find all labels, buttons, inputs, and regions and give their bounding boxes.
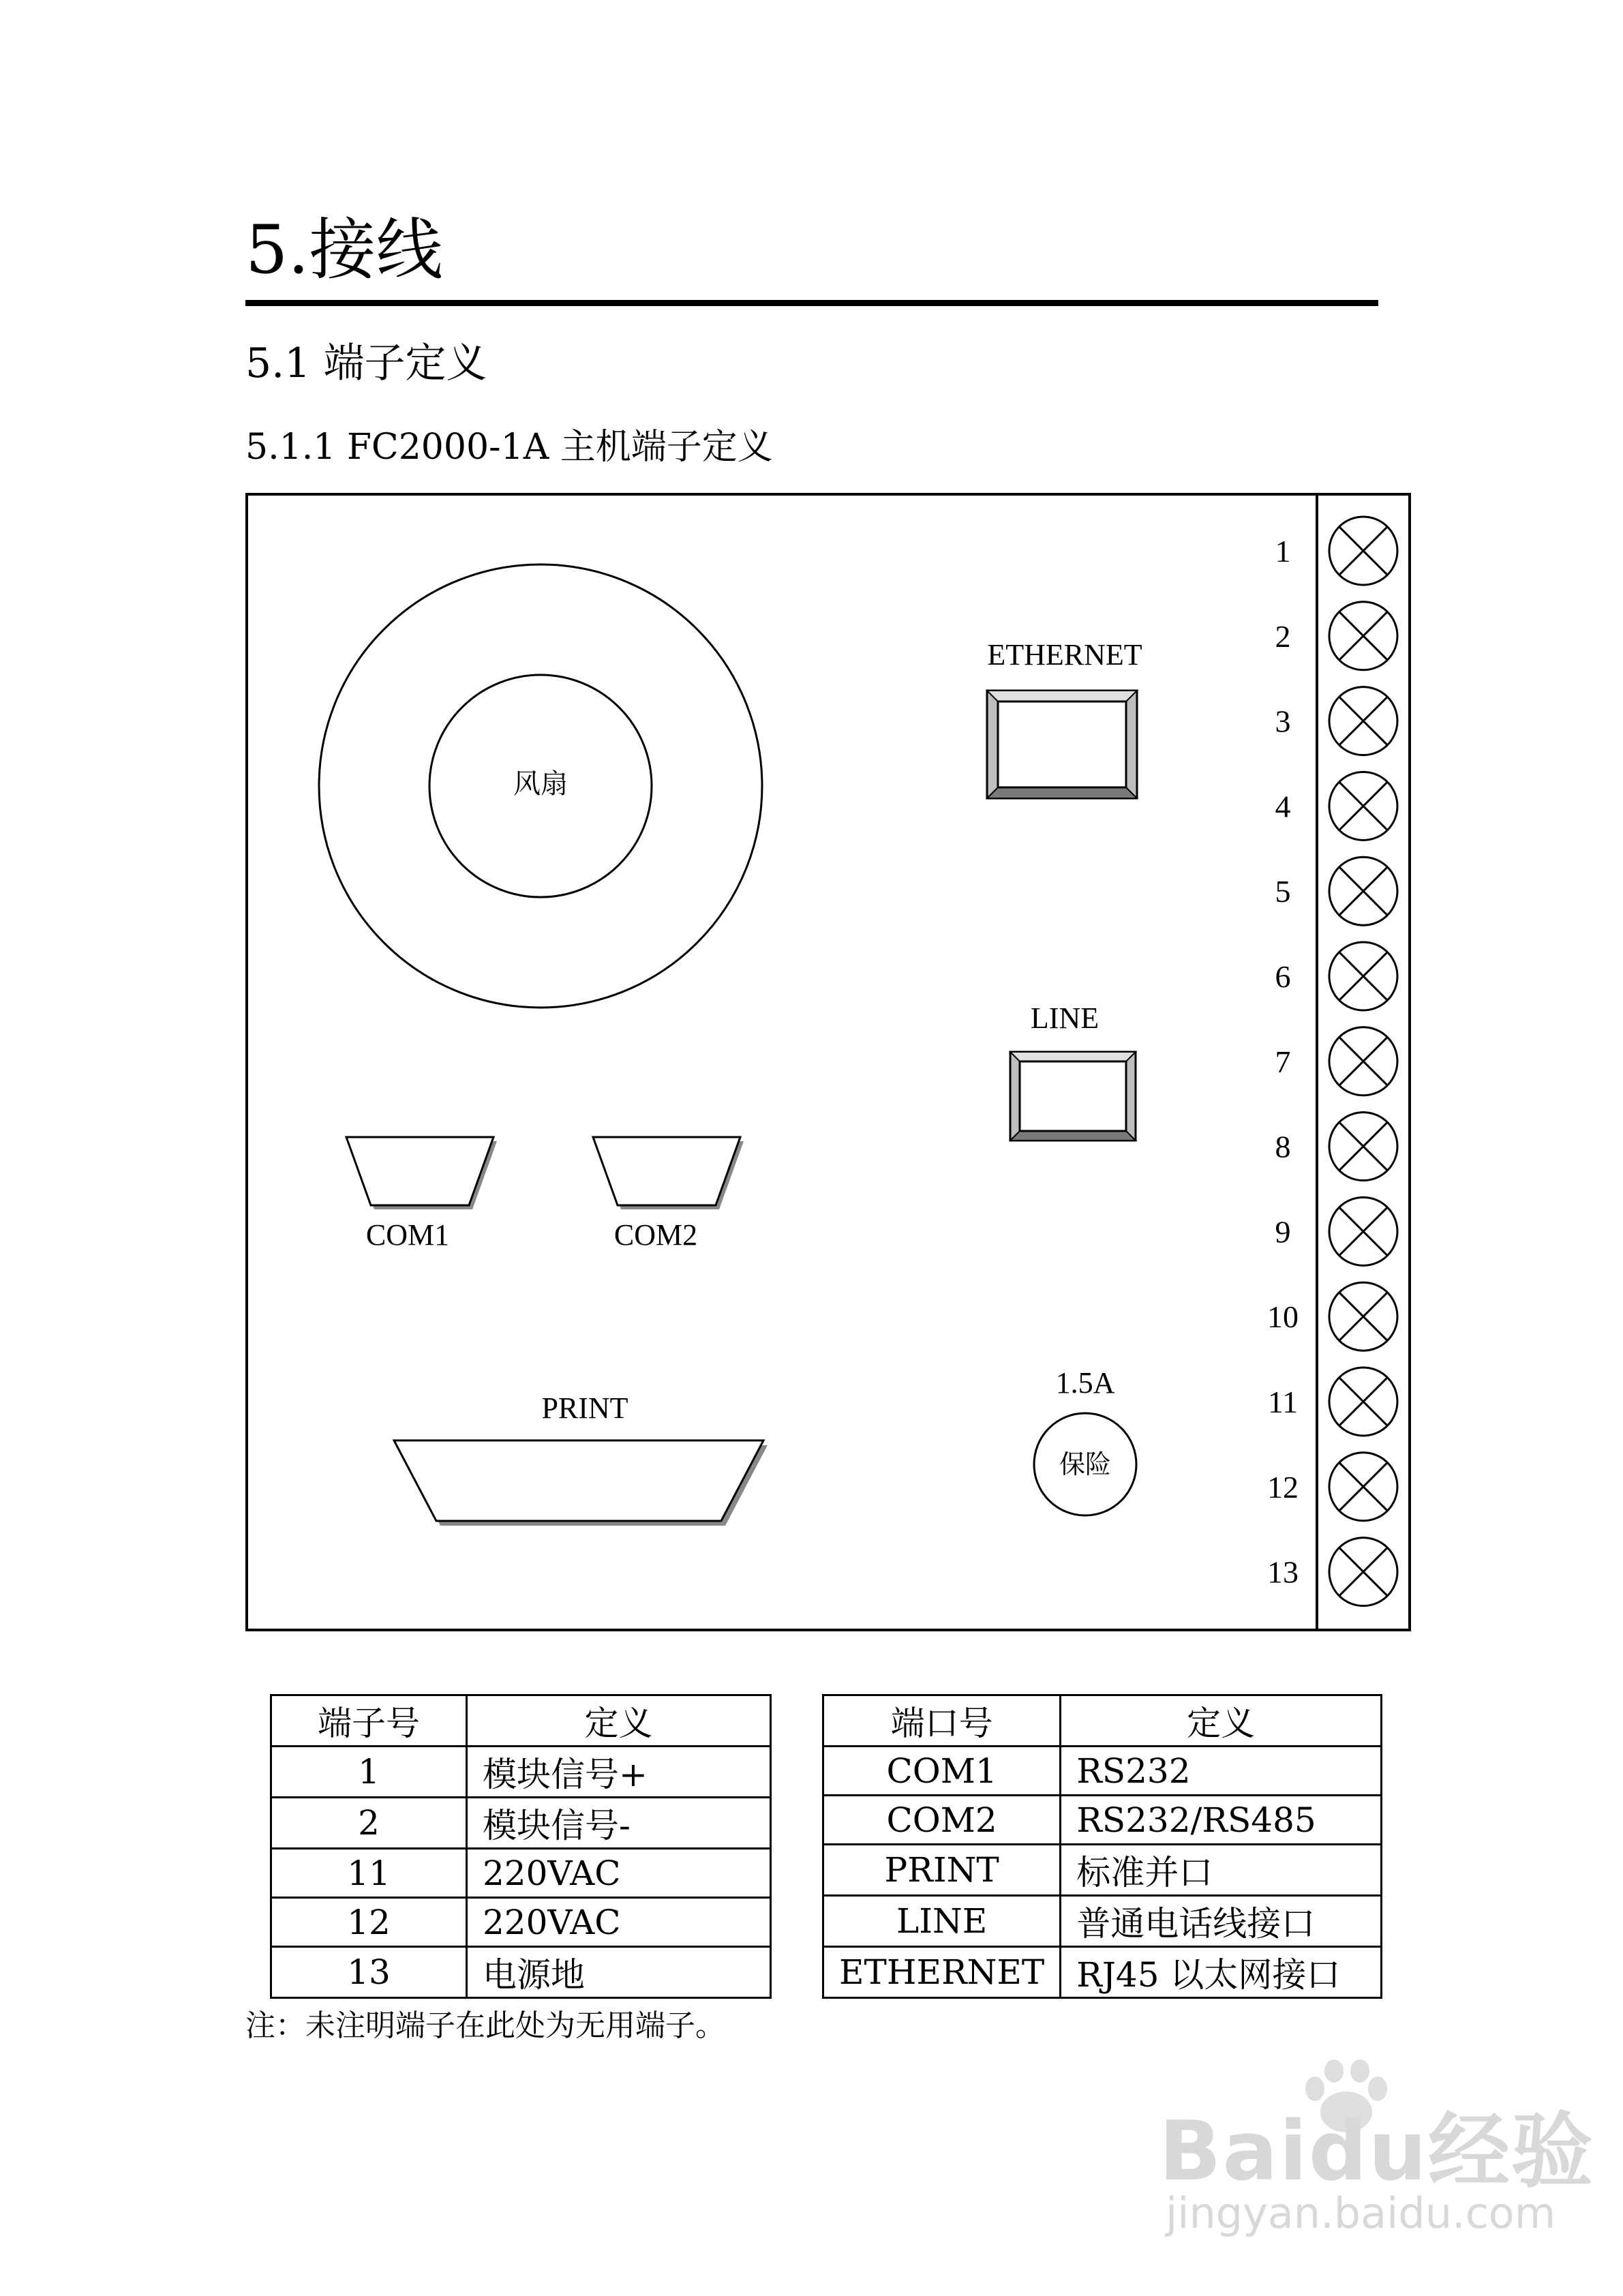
terminal-4: [1275, 772, 1398, 840]
terminal-table-header-number: 端子号: [271, 1695, 467, 1747]
terminal-table-row-definition: 模块信号-: [467, 1798, 771, 1849]
definition-tables: [270, 1694, 1382, 2004]
terminal-number: 1: [1275, 534, 1291, 569]
terminal-table-row-key: 11: [271, 1849, 467, 1898]
port-table: [822, 1694, 1382, 1999]
terminal-table-row-definition: 电源地: [467, 1947, 771, 1998]
terminal-number: 8: [1275, 1129, 1291, 1164]
com1-label: COM1: [365, 1218, 450, 1252]
print-port: [394, 1391, 768, 1526]
port-table-row: [823, 1896, 1382, 1947]
terminal-number: 3: [1275, 704, 1291, 739]
port-table-row-definition: RS232: [1061, 1747, 1382, 1796]
terminal-6: [1275, 942, 1398, 1010]
watermark-url: jingyan.baidu.com: [1166, 2188, 1556, 2238]
fan-label: 风扇: [513, 768, 568, 800]
terminal-9: [1275, 1197, 1398, 1265]
terminal-number: 13: [1267, 1554, 1299, 1590]
footnote: 注：未注明端子在此处为无用端子。: [245, 2008, 725, 2043]
terminal-table-row: [271, 1747, 771, 1798]
terminal-number: 9: [1275, 1214, 1291, 1250]
terminal-table-row-definition: 220VAC: [467, 1849, 771, 1898]
terminal-table-row-key: 13: [271, 1947, 467, 1998]
com2-port: [593, 1137, 744, 1252]
port-table-row-key: LINE: [823, 1896, 1061, 1947]
line-port: [1010, 1001, 1136, 1141]
fuse-rating: 1.5A: [1055, 1366, 1115, 1400]
terminal-number: 10: [1267, 1299, 1299, 1335]
ethernet-label: ETHERNET: [987, 638, 1142, 671]
terminal-table-header: [271, 1695, 771, 1747]
port-table-header-definition: 定义: [1061, 1695, 1382, 1747]
com2-label: COM2: [613, 1218, 698, 1252]
terminal-table-row-key: 1: [271, 1747, 467, 1798]
terminal-table-row-definition: 220VAC: [467, 1898, 771, 1947]
subsection-title: 5.1.1 FC2000-1A 主机端子定义: [245, 427, 773, 468]
terminal-table-row: [271, 1849, 771, 1898]
terminal-table: [270, 1694, 772, 1999]
terminal-number: 2: [1275, 618, 1291, 654]
port-table-header-port: 端口号: [823, 1695, 1061, 1747]
section-title: 5.1 端子定义: [245, 339, 487, 387]
port-table-row-key: PRINT: [823, 1845, 1061, 1896]
terminal-number: 6: [1275, 959, 1291, 994]
terminal-diagram: [245, 493, 1411, 1631]
terminal-7: [1275, 1027, 1398, 1096]
print-label: PRINT: [541, 1391, 628, 1425]
port-table-row: [823, 1747, 1382, 1796]
terminal-table-row: [271, 1898, 771, 1947]
terminal-number: 4: [1275, 789, 1291, 824]
port-table-row-key: COM2: [823, 1796, 1061, 1845]
port-table-row-definition: RJ45 以太网接口: [1061, 1947, 1382, 1998]
terminal-number: 11: [1267, 1385, 1299, 1419]
terminal-11: [1268, 1368, 1397, 1436]
ethernet-port: [987, 638, 1142, 798]
com1-port: [346, 1137, 497, 1252]
port-table-row-definition: RS232/RS485: [1061, 1796, 1382, 1845]
terminal-table-row: [271, 1798, 771, 1849]
terminal-strip: [1267, 517, 1397, 1606]
chapter-title: 5.接线: [245, 211, 443, 289]
fuse: [1034, 1366, 1136, 1515]
port-table-header: [823, 1695, 1382, 1747]
terminal-13: [1267, 1538, 1397, 1606]
port-table-row-definition: 普通电话线接口: [1061, 1896, 1382, 1947]
watermark-logo: Baidu经验: [1159, 2104, 1594, 2199]
terminal-number: 5: [1275, 874, 1291, 909]
port-table-row-key: COM1: [823, 1747, 1061, 1796]
fan: [319, 564, 762, 1008]
chapter-divider: [245, 300, 1378, 306]
terminal-table-row-key: 2: [271, 1798, 467, 1849]
port-table-row: [823, 1845, 1382, 1896]
terminal-8: [1275, 1113, 1398, 1181]
terminal-5: [1275, 857, 1398, 925]
port-table-row-key: ETHERNET: [823, 1947, 1061, 1998]
port-table-row: [823, 1947, 1382, 1998]
terminal-1: [1275, 517, 1398, 585]
terminal-table-header-definition: 定义: [467, 1695, 771, 1747]
terminal-table-row: [271, 1947, 771, 1998]
terminal-12: [1267, 1453, 1397, 1521]
terminal-3: [1275, 687, 1398, 755]
terminal-number: 12: [1267, 1469, 1299, 1505]
fuse-label: 保险: [1059, 1449, 1112, 1479]
terminal-table-row-key: 12: [271, 1898, 467, 1947]
port-table-row: [823, 1796, 1382, 1845]
terminal-2: [1275, 602, 1398, 670]
port-table-row-definition: 标准并口: [1061, 1845, 1382, 1896]
line-label: LINE: [1030, 1001, 1099, 1035]
terminal-10: [1267, 1282, 1397, 1350]
terminal-table-row-definition: 模块信号+: [467, 1747, 771, 1798]
terminal-number: 7: [1275, 1044, 1291, 1079]
